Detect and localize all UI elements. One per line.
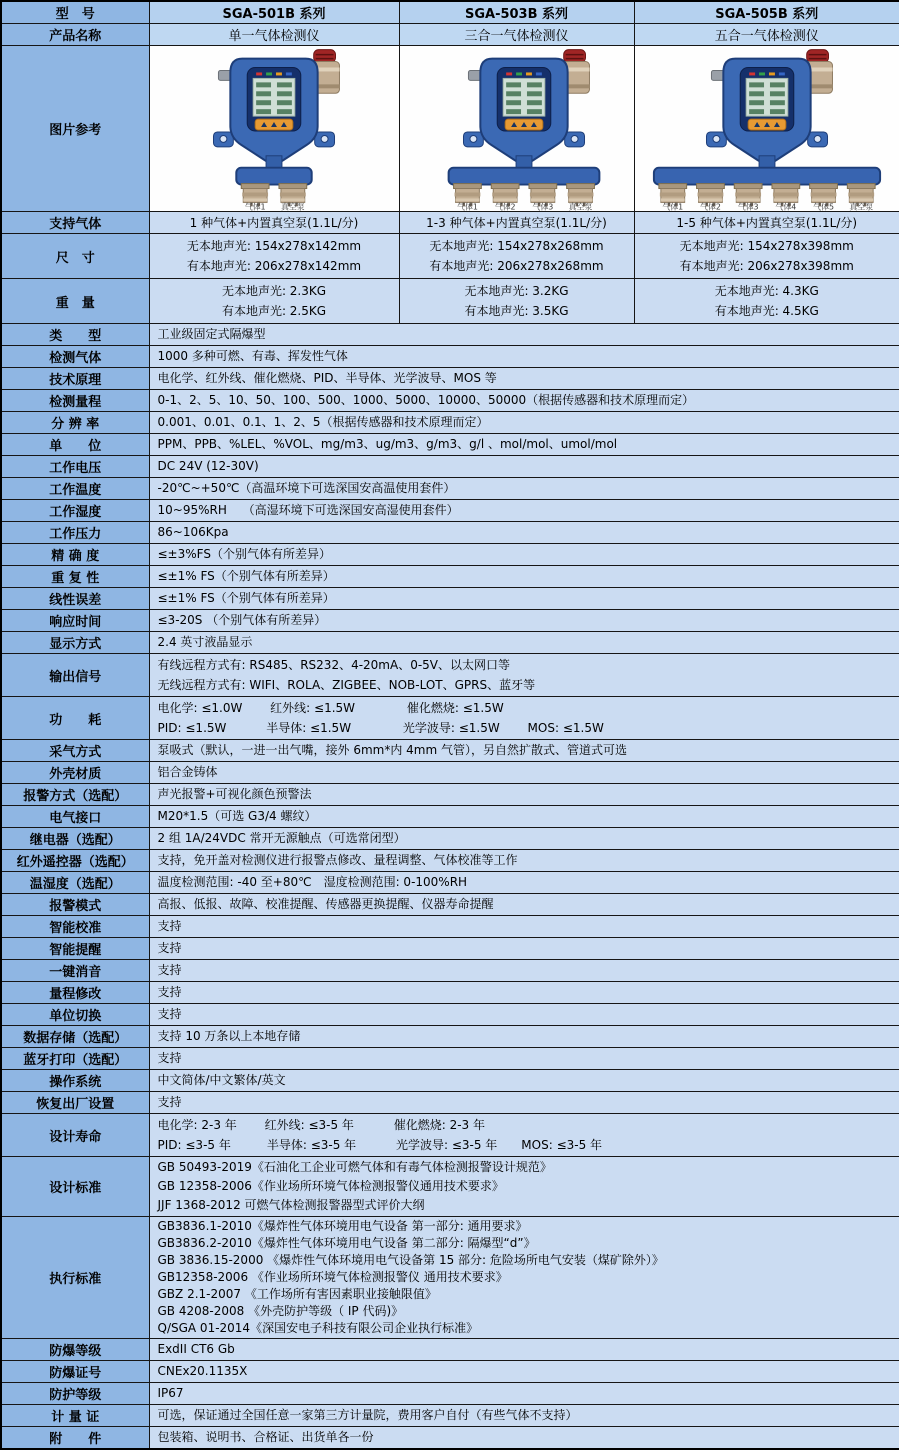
spec-row-value	[149, 1427, 899, 1450]
spec-row-value-line: GB 12358-2006《作业场所环境气体检测报警仪通用技术要求》	[157, 1179, 504, 1193]
spec-row-value-line: 支持，免开盖对检测仪进行报警点修改、量程调整、气体校准等工作	[157, 853, 518, 867]
spec-row-value	[149, 697, 899, 740]
model-sga505b: SGA-505B 系列	[634, 1, 899, 24]
spec-row-value-line: 电化学、红外线、催化燃烧、PID、半导体、光学波导、MOS 等	[157, 371, 497, 385]
spec-row-value	[149, 346, 899, 368]
spec-row-value	[149, 1339, 899, 1361]
spec-row-value-line: GB3836.2-2010《爆炸性气体环境用电气设备 第二部分: 隔爆型“d”》	[157, 1236, 536, 1250]
gas-detector-illustration	[643, 48, 891, 211]
spec-row-label: 恢复出厂设置	[1, 1092, 149, 1114]
spec-row-label: 采气方式	[1, 740, 149, 762]
spec-row	[1, 368, 899, 390]
spec-row-value-line: ≤±1% FS（个别气体有所差异）	[157, 569, 335, 583]
spec-row-value	[149, 456, 899, 478]
spec-row-value	[149, 588, 899, 610]
spec-row	[1, 1092, 899, 1114]
model-sga503b: SGA-503B 系列	[399, 1, 634, 24]
sensor-label: 气体3	[737, 202, 759, 211]
spec-row	[1, 456, 899, 478]
spec-row-value	[149, 1383, 899, 1405]
product-name-3: 五合一气体检测仪	[634, 24, 899, 46]
spec-row-label: 线性误差	[1, 588, 149, 610]
gas-detector-illustration	[400, 48, 635, 211]
weight-3-line1: 无本地声光: 4.3KG	[714, 284, 819, 298]
spec-row	[1, 938, 899, 960]
size-3-line2: 有本地声光: 206x278x398mm	[679, 259, 854, 273]
spec-row-label: 功 耗	[1, 697, 149, 740]
spec-row-value-line: 无线远程方式有: WIFI、ROLA、ZIGBEE、NOB-LOT、GPRS、蓝牙等	[157, 678, 536, 692]
spec-row-label: 工作温度	[1, 478, 149, 500]
model-row	[1, 1, 899, 24]
row-label-image: 图片参考	[1, 46, 149, 212]
spec-row-value-line: 泵吸式（默认，一进一出气嘴，接外 6mm*内 4mm 气管），另自然扩散式、管道式可选	[157, 743, 627, 757]
size-1-line1: 无本地声光: 154x278x142mm	[186, 239, 362, 253]
spec-row	[1, 610, 899, 632]
weight-2	[399, 279, 634, 324]
spec-row-value-line: GB12358-2006 《作业场所环境气体检测报警仪 通用技术要求》	[157, 1270, 508, 1284]
spec-row-value-line: Q/SGA 01-2014《深国安电子科技有限公司企业执行标准》	[157, 1321, 479, 1335]
size-2-line1: 无本地声光: 154x278x268mm	[429, 239, 604, 253]
spec-row	[1, 894, 899, 916]
spec-row-label: 防爆证号	[1, 1361, 149, 1383]
spec-row-label: 设计寿命	[1, 1114, 149, 1157]
spec-row-label: 报警方式（选配）	[1, 784, 149, 806]
spec-row	[1, 566, 899, 588]
sensor-label: 气体4	[775, 202, 797, 211]
spec-row-label: 工作压力	[1, 522, 149, 544]
spec-row	[1, 588, 899, 610]
supported-gas-2: 1-3 种气体+内置真空泵(1.1L/分)	[399, 212, 634, 234]
spec-row-label: 精 确 度	[1, 544, 149, 566]
spec-row-value-line: GBZ 2.1-2007 《工作场所有害因素职业接触限值》	[157, 1287, 437, 1301]
spec-row	[1, 1026, 899, 1048]
image-row	[1, 46, 899, 212]
weight-1-line1: 无本地声光: 2.3KG	[221, 284, 327, 298]
product-name-row	[1, 24, 899, 46]
spec-row-value	[149, 828, 899, 850]
row-label-product-name: 产品名称	[1, 24, 149, 46]
weight-1	[149, 279, 399, 324]
spec-row-value-line: 0-1、2、5、10、50、100、500、1000、5000、10000、50000（根据传感器和技术原理而定）	[157, 393, 695, 407]
spec-row	[1, 346, 899, 368]
row-label-size: 尺 寸	[1, 234, 149, 279]
spec-row-value	[149, 1026, 899, 1048]
spec-row-value	[149, 806, 899, 828]
spec-row	[1, 478, 899, 500]
spec-row-value-line: 有线远程方式有: RS485、RS232、4-20mA、0-5V、以太网口等	[157, 658, 511, 672]
spec-row-label: 电气接口	[1, 806, 149, 828]
spec-row-value-line: 支持	[157, 919, 182, 933]
spec-row-value	[149, 368, 899, 390]
sensor-label: 气体3	[531, 202, 553, 211]
spec-row-value-line: GB3836.1-2010《爆炸性气体环境用电气设备 第一部分: 通用要求》	[157, 1219, 528, 1233]
spec-row	[1, 434, 899, 456]
spec-row-label: 分 辨 率	[1, 412, 149, 434]
weight-2-line2: 有本地声光: 3.5KG	[464, 304, 569, 318]
spec-row	[1, 872, 899, 894]
spec-row-label: 附 件	[1, 1427, 149, 1450]
spec-row	[1, 632, 899, 654]
spec-row-value-line: 包装箱、说明书、合格证、出货单各一份	[157, 1430, 374, 1444]
spec-rows-body	[1, 324, 899, 1450]
spec-row-label: 数据存储（选配）	[1, 1026, 149, 1048]
detector-cell	[399, 46, 634, 212]
spec-row-value	[149, 522, 899, 544]
spec-row-label: 工作湿度	[1, 500, 149, 522]
spec-row	[1, 1217, 899, 1339]
spec-row-value	[149, 894, 899, 916]
spec-row-value	[149, 1070, 899, 1092]
spec-row-value-line: 支持	[157, 963, 182, 977]
spec-row-label: 单位切换	[1, 1004, 149, 1026]
size-1	[149, 234, 399, 279]
detector-cell	[634, 46, 899, 212]
detector-cell	[149, 46, 399, 212]
spec-row-value-line: 支持	[157, 941, 182, 955]
spec-row-value-line: 支持	[157, 1095, 182, 1109]
spec-row-value-line: -20℃~+50℃（高温环境下可选深国安高温使用套件）	[157, 481, 456, 495]
supported-gas-1: 1 种气体+内置真空泵(1.1L/分)	[149, 212, 399, 234]
weight-1-line2: 有本地声光: 2.5KG	[221, 304, 327, 318]
weight-3	[634, 279, 899, 324]
spec-row-value	[149, 478, 899, 500]
spec-row-value-line: ≤±3%FS（个别气体有所差异）	[157, 547, 331, 561]
size-2-line2: 有本地声光: 206x278x268mm	[429, 259, 604, 273]
spec-row-label: 执行标准	[1, 1217, 149, 1339]
size-3	[634, 234, 899, 279]
sensor-label: 真空泵	[849, 202, 873, 211]
spec-row-label: 重 复 性	[1, 566, 149, 588]
spec-row-label: 输出信号	[1, 654, 149, 697]
spec-row-value-line: PID: ≤3-5 年 半导体: ≤3-5 年 光学波导: ≤3-5 年 MOS: ≤3-5 年	[157, 1138, 603, 1152]
spec-row-value-line: GB 50493-2019《石油化工企业可燃气体和有毒气体检测报警设计规范》	[157, 1160, 552, 1174]
product-name-2: 三合一气体检测仪	[399, 24, 634, 46]
spec-row-value	[149, 544, 899, 566]
spec-row-value-line: 电化学: ≤1.0W 红外线: ≤1.5W 催化燃烧: ≤1.5W	[157, 701, 504, 715]
spec-row-value	[149, 1092, 899, 1114]
spec-row	[1, 522, 899, 544]
gas-detector-illustration	[150, 48, 398, 211]
spec-row-value-line: 支持	[157, 1051, 182, 1065]
product-name-1: 单一气体检测仪	[149, 24, 399, 46]
spec-row-label: 报警模式	[1, 894, 149, 916]
spec-row-value	[149, 872, 899, 894]
spec-row	[1, 390, 899, 412]
row-label-model: 型 号	[1, 1, 149, 24]
spec-row	[1, 412, 899, 434]
spec-row-value	[149, 654, 899, 697]
spec-row-value-line: 高报、低报、故障、校准提醒、传感器更换提醒、仪器寿命提醒	[157, 897, 494, 911]
spec-row-value	[149, 784, 899, 806]
size-3-line1: 无本地声光: 154x278x398mm	[679, 239, 854, 253]
model-sga501b: SGA-501B 系列	[149, 1, 399, 24]
spec-row-value-line: 中文简体/中文繁体/英文	[157, 1073, 286, 1087]
spec-row	[1, 544, 899, 566]
spec-row-value-line: 0.001、0.01、0.1、1、2、5（根据传感器和技术原理而定）	[157, 415, 489, 429]
spec-row-value	[149, 850, 899, 872]
spec-row	[1, 784, 899, 806]
size-row	[1, 234, 899, 279]
spec-row-value-line: M20*1.5（可选 G3/4 螺纹）	[157, 809, 317, 823]
spec-row	[1, 828, 899, 850]
weight-2-line1: 无本地声光: 3.2KG	[464, 284, 569, 298]
spec-row-value-line: GB 4208-2008 《外壳防护等级（ IP 代码)》	[157, 1304, 404, 1318]
weight-row	[1, 279, 899, 324]
spec-row-value	[149, 960, 899, 982]
spec-row	[1, 1157, 899, 1217]
spec-row-value-line: 铝合金铸体	[157, 765, 218, 779]
row-label-supported-gas: 支持气体	[1, 212, 149, 234]
spec-row-label: 蓝牙打印（选配）	[1, 1048, 149, 1070]
spec-row-value-line: 2.4 英寸液晶显示	[157, 635, 253, 649]
spec-row	[1, 740, 899, 762]
spec-row-value-line: 工业级固定式隔爆型	[157, 327, 266, 341]
spec-row-label: 继电器（选配）	[1, 828, 149, 850]
spec-row-value	[149, 1004, 899, 1026]
spec-row-value	[149, 740, 899, 762]
spec-row-value-line: PPM、PPB、%LEL、%VOL、mg/m3、ug/m3、g/m3、g/l 、mol/mol、umol/mol	[157, 437, 618, 451]
spec-row-value-line: 支持 10 万条以上本地存储	[157, 1029, 301, 1043]
spec-row-label: 智能校准	[1, 916, 149, 938]
weight-3-line2: 有本地声光: 4.5KG	[714, 304, 819, 318]
spec-row-label: 工作电压	[1, 456, 149, 478]
spec-row-value	[149, 412, 899, 434]
spec-row-label: 检测气体	[1, 346, 149, 368]
spec-row	[1, 1114, 899, 1157]
spec-row-label: 技术原理	[1, 368, 149, 390]
spec-row-value	[149, 1361, 899, 1383]
sensor-label: 真空泵	[280, 202, 305, 211]
spec-row-value-line: 电化学: 2-3 年 红外线: ≤3-5 年 催化燃烧: 2-3 年	[157, 1118, 485, 1132]
spec-row-value-line: 支持	[157, 985, 182, 999]
spec-row	[1, 916, 899, 938]
spec-row-value-line: JJF 1368-2012 可燃气体检测报警器型式评价大纲	[157, 1198, 425, 1212]
spec-row-value-line: IP67	[157, 1386, 184, 1400]
spec-row	[1, 697, 899, 740]
spec-row-label: 温湿度（选配）	[1, 872, 149, 894]
sensor-label: 气体1	[662, 202, 683, 211]
spec-row-label: 红外遥控器（选配）	[1, 850, 149, 872]
spec-row-value-line: ExdII CT6 Gb	[157, 1342, 235, 1356]
spec-row	[1, 960, 899, 982]
size-2	[399, 234, 634, 279]
sensor-label: 气体1	[244, 202, 266, 211]
spec-row-label: 操作系统	[1, 1070, 149, 1092]
spec-row-value-line: GB 3836.15-2000 《爆炸性气体环境用电气设备第 15 部分: 危险场所电气安装（煤矿除外）》	[157, 1253, 664, 1267]
spec-row	[1, 1361, 899, 1383]
spec-row-label: 防护等级	[1, 1383, 149, 1405]
spec-row-value-line: 2 组 1A/24VDC 常开无源触点（可选常闭型）	[157, 831, 406, 845]
spec-row-value-line: 支持	[157, 1007, 182, 1021]
manifold-block	[448, 168, 599, 185]
spec-row-label: 量程修改	[1, 982, 149, 1004]
spec-row-value-line: 86~106Kpa	[157, 525, 229, 539]
spec-row-value-line: PID: ≤1.5W 半导体: ≤1.5W 光学波导: ≤1.5W MOS: ≤1.5W	[157, 721, 604, 735]
spec-row-label: 外壳材质	[1, 762, 149, 784]
spec-row-value	[149, 324, 899, 346]
spec-row-label: 检测量程	[1, 390, 149, 412]
spec-row	[1, 500, 899, 522]
spec-row	[1, 1383, 899, 1405]
manifold-block	[236, 168, 311, 185]
spec-row-label: 防爆等级	[1, 1339, 149, 1361]
spec-row	[1, 1427, 899, 1450]
spec-row	[1, 1004, 899, 1026]
spec-row-label: 智能提醒	[1, 938, 149, 960]
spec-row-value-line: ≤3-20S （个别气体有所差异）	[157, 613, 327, 627]
spec-row	[1, 654, 899, 697]
spec-row-value	[149, 982, 899, 1004]
spec-row-label: 响应时间	[1, 610, 149, 632]
spec-row-value	[149, 1114, 899, 1157]
supported-gas-row	[1, 212, 899, 234]
spec-row-value-line: 可选，保证通过全国任意一家第三方计量院，费用客户自付（有些气体不支持）	[157, 1408, 578, 1422]
spec-row-value	[149, 1048, 899, 1070]
spec-row-value-line: 1000 多种可燃、有毒、挥发性气体	[157, 349, 348, 363]
spec-row	[1, 1048, 899, 1070]
spec-row-value-line: 温度检测范围: -40 至+80℃ 湿度检测范围: 0-100%RH	[157, 875, 468, 889]
manifold-block	[654, 168, 880, 185]
spec-row-label: 类 型	[1, 324, 149, 346]
sensor-label: 真空泵	[568, 202, 592, 211]
spec-row-value	[149, 610, 899, 632]
spec-row-value	[149, 762, 899, 784]
spec-row	[1, 1405, 899, 1427]
spec-row-label: 设计标准	[1, 1157, 149, 1217]
spec-row-value	[149, 1217, 899, 1339]
spec-row-value	[149, 916, 899, 938]
spec-row-value	[149, 938, 899, 960]
spec-row	[1, 762, 899, 784]
spec-row	[1, 324, 899, 346]
spec-row-value	[149, 500, 899, 522]
spec-row-value	[149, 632, 899, 654]
sensor-label: 气体2	[494, 202, 516, 211]
spec-row-value	[149, 434, 899, 456]
row-label-weight: 重 量	[1, 279, 149, 324]
sensor-label: 气体1	[456, 202, 478, 211]
spec-row-value	[149, 566, 899, 588]
spec-row	[1, 1339, 899, 1361]
spec-row	[1, 806, 899, 828]
spec-row-value-line: 声光报警+可视化颜色预警法	[157, 787, 312, 801]
spec-row-label: 显示方式	[1, 632, 149, 654]
spec-row-value-line: 10~95%RH （高湿环境下可选深国安高湿使用套件）	[157, 503, 459, 517]
sensor-label: 气体2	[699, 202, 721, 211]
spec-row-label: 单 位	[1, 434, 149, 456]
spec-row	[1, 982, 899, 1004]
spec-row	[1, 850, 899, 872]
spec-row-value-line: ≤±1% FS（个别气体有所差异）	[157, 591, 335, 605]
sensor-label: 气体5	[812, 202, 834, 211]
spec-row-label: 一键消音	[1, 960, 149, 982]
spec-row-value	[149, 1157, 899, 1217]
size-1-line2: 有本地声光: 206x278x142mm	[186, 259, 362, 273]
spec-row-value-line: CNEx20.1135X	[157, 1364, 248, 1378]
spec-row-value-line: DC 24V (12-30V)	[157, 459, 259, 473]
spec-row-value	[149, 390, 899, 412]
spec-row-label: 计 量 证	[1, 1405, 149, 1427]
spec-row	[1, 1070, 899, 1092]
spec-row-value	[149, 1405, 899, 1427]
supported-gas-3: 1-5 种气体+内置真空泵(1.1L/分)	[634, 212, 899, 234]
